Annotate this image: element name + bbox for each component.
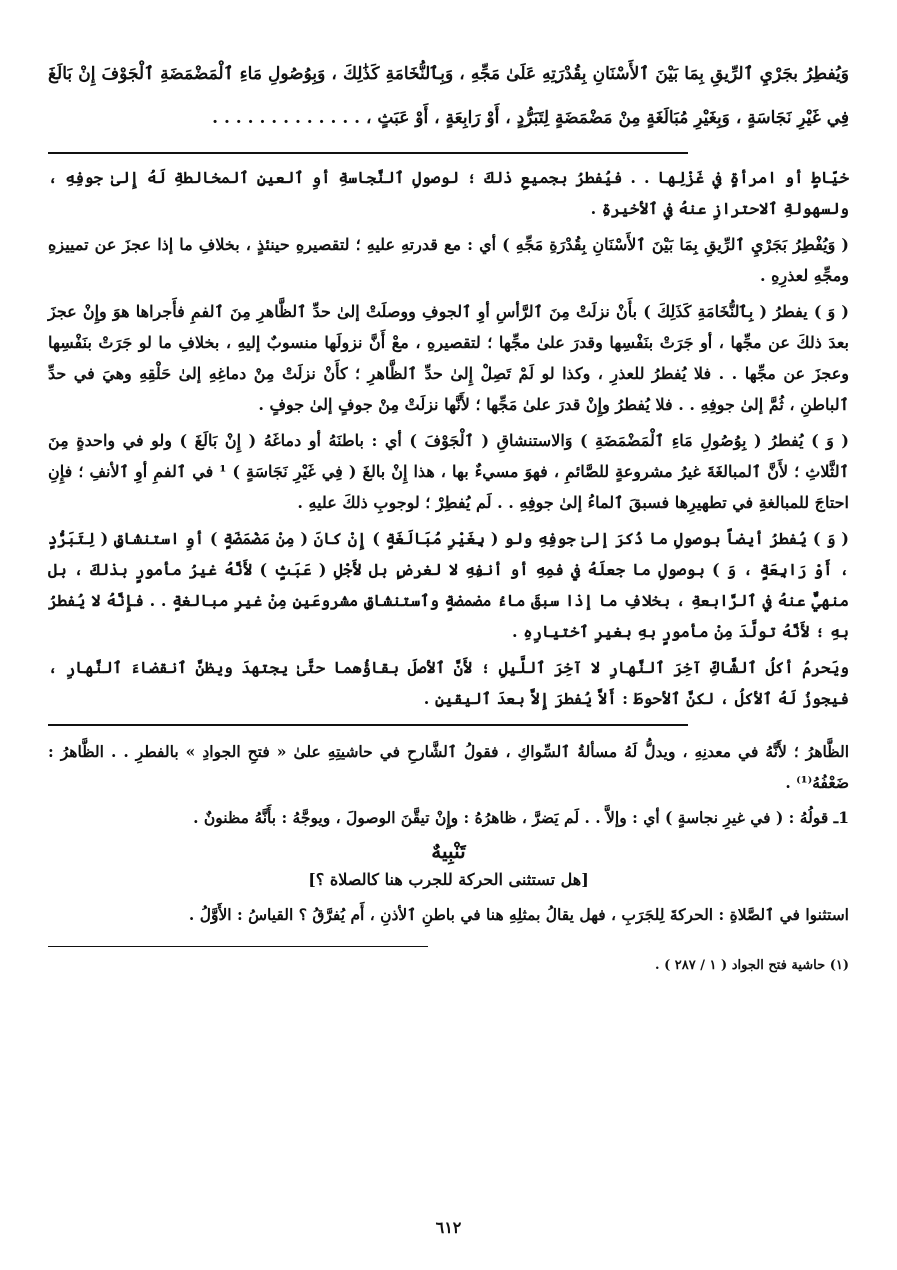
hashiya-note-1: 1ـ قولُهُ : ( في غيرِ نجاسةٍ ) أي : وإلاَّ . . لَم يَضرَّ ، ظاهرُهُ : وإِنْ تيقَّنَ الوصولَ ، ويوجَّهُ : بأَنَّهُ مظنونٌ . [193,808,849,827]
hashiya-continuation: الظَّاهرُ ؛ لأَنَّهُ في معدنِهِ ، ويدلُّ لَهُ مسألةُ ٱلسِّواكِ ، فقولُ ٱلشَّارحِ في حاشيتِهِ علىٰ « فتحِ الجوادِ » بالفطرِ . . الظَّاهرُ : ضَعْفُهُ⁽¹⁾ . [48,742,849,792]
sharh-paragraph-3: ( وَ ) يفطرُ ( بِٱلنُّخَامَةِ كَذَلِكَ ) بأَنْ نزلَتْ مِنَ ٱلرَّأسِ أوِ ٱلجوفِ ووصلَتْ إلىٰ حدِّ ٱلظَّاهرِ مِنَ ٱلفمِ فأَجراها هوَ وإِنْ عجزَ بعدَ ذلكَ عن مجِّها ، أو جَرَتْ بنَفْسِها وقدرَ علىٰ مجِّها ؛ لتقصيرهِ ، معْ أَنَّ نزولَها منسوبٌ إليهِ ، بخلافِ ما لو جَرَتْ بنَفْسِها وعجزَ عن مجِّها . . فلا يُفطرُ للعذرِ ، وكذا لو لَمْ تَصِلْ إِلىٰ حدِّ ٱلظَّاهرِ ؛ كأَنْ نزلَتْ مِنْ دماغِهِ إلىٰ حَلْقِهِ وهيَ في حدِّ ٱلباطنِ ، ثُمَّ إلىٰ جوفِهِ . . فلا يُفطرُ وإِنْ قدرَ علىٰ مَجِّها ؛ لأَنَّها نزلَتْ مِنْ جوفٍ إلىٰ جوفٍ . [48,302,849,414]
tanbih-text: استثنوا في ٱلصَّلاةِ : الحركةَ لِلجَرَبِ ، فهل يقالُ بمثلِهِ هنا في باطنِ ٱلأذنِ ، أَم يُفرَّقُ ؟ القياسُ : الأَوَّلُ . [188,905,849,924]
matn-section [48,52,849,140]
sharh-paragraph-1: خيّاطٍ أو امرأةٍ في غَزْلِها . . فيُفطرُ بجميعِ ذلكَ ؛ لوصولِ ٱلنَّجاسةِ أوِ ٱلعينِ ٱلمخالطةِ لَهُ إِلىٰ جوفِهِ ، ولسهولةِ ٱلاحترازِ عنهُ في ٱلأخيرةِ . [48,168,849,218]
sharh-paragraph-4: ( وَ ) يُفطرُ ( بِوُصُولِ مَاءِ ٱلْمَضْمَضَةِ ) وَالاستنشاقِ ( ٱلْجَوْفَ ) أي : باطنَهُ أو دماغَهُ ( إِنْ بَالَغَ ) ولو في واحدةٍ مِنَ ٱلثَّلاثِ ؛ لأَنَّ ٱلمبالغَةَ غيرُ مشروعةٍ للصَّائمِ ، فهوَ مسيءٌ بها ، هذا إِنْ بالغَ ( فِي غَيْرِ نَجَاسَةٍ ) ¹ في ٱلفمِ أوِ ٱلأنفِ ؛ فإِنِ احتاجَ للمبالغةِ في تطهيرِها فسبقَ ٱلماءُ إلىٰ جوفِهِ . . لَم يُفطِرْ ؛ لوجوبِ ذلكَ عليهِ . [48,431,849,512]
footnote-separator-rule [48,946,428,947]
matn-paragraph: وَيُفطِرُ بجَرْيِ ٱلرِّيقِ بِمَا بَيْنَ ٱلأَسْنَانِ بِقُدْرَتِهِ عَلَىٰ مَجِّهِ ، وَبِٱلنُّخَامَةِ كَذَٰلِكَ ، وَبِوُصُولِ مَاءِ ٱلْمَضْمَضَةِ ٱلْجَوْفَ إِنْ بَالَغَ فِي غَيْرِ نَجَاسَةٍ ، وَبِغَيْرِ مُبَالَغَةٍ مِنْ مَضْمَضَةٍ لِتَبَرُّدٍ ، أَوْ رَابِعَةٍ ، أَوْ عَبَثٍ ، . . . . . . . . . . . . . [48,64,849,128]
tanbih-heading: تَنْبِيهٌ [431,839,466,863]
tanbih-title: [هل تستثنى الحركة للجرب هنا كالصلاة ؟] [308,870,589,889]
footnote-1: (١) حاشية فتح الجواد ( ١ / ٢٨٧ ) . [655,958,849,973]
sharh-paragraph-2: ( وَيُفْطِرُ بَجَرْيِ ٱلرِّيقِ بِمَا بَيْنَ ٱلأَسْنَانِ بِقُدْرَةِ مَجِّهِ ) أي : مع قدرتهِ عليهِ ؛ لتقصيرهِ حينئذٍ ، بخلافِ ما إذا عجزَ عن تمييزهِ ومجِّهِ لعذرِهِ . [48,235,849,285]
matn-separator-rule [48,152,688,154]
sharh-paragraph-6: ويَحرمُ أكلُ ٱلشَّاكِّ آخِرَ ٱلنَّهارِ لا آخِرَ ٱللَّيلِ ؛ لأَنَّ ٱلأصلَ بقاؤُهما حتَّىٰ يجتهدَ ويظنَّ ٱنقضاءَ ٱلنَّهارِ ، فيجوزُ لَهُ ٱلأكلُ ، لكنَّ ٱلأحوطَ : أَلاَّ يُفطرَ إِلاَّ بعدَ ٱليقينِ . [48,658,849,708]
sharh-paragraph-5: ( وَ ) يُفطرُ أيضاً بوصولِ ما ذُكرَ إلىٰ جوفِهِ ولو ( بِغَيْرِ مُبَالَغَةٍ ) إِنْ كانَ ( مِنْ مَضْمَضَةٍ ) أوِ استنشاقٍ ( لِتَبَرُّدٍ ، أَوْ رَابِعَةٍ ، وَ ) بوصولِ ما جعلَهُ في فمِهِ أو أنفِهِ لا لغرضٍ بل لأَجْلِ ( عَبَثٍ ) لأَنَّهُ غيرُ مأمورٍ بذلكَ ، بل منهيٌّ عنهُ في ٱلرَّابعةِ ، بخلافِ ما إذا سبقَ ماءُ مضمضةٍ وٱستنشاقٍ مشروعَينِ مِنْ غيرِ مبالغةٍ . . فإِنَّهُ لا يُفطرُ بهِ ؛ لأَنَّهُ تولَّدَ مِنْ مأمورٍ بهِ بغيرِ ٱختيارِهِ . [48,529,850,641]
hashiya-section [48,736,849,930]
page-number: ٦١٢ [435,1218,462,1237]
sharh-section [48,162,849,714]
hashiya-separator-rule [48,724,688,726]
